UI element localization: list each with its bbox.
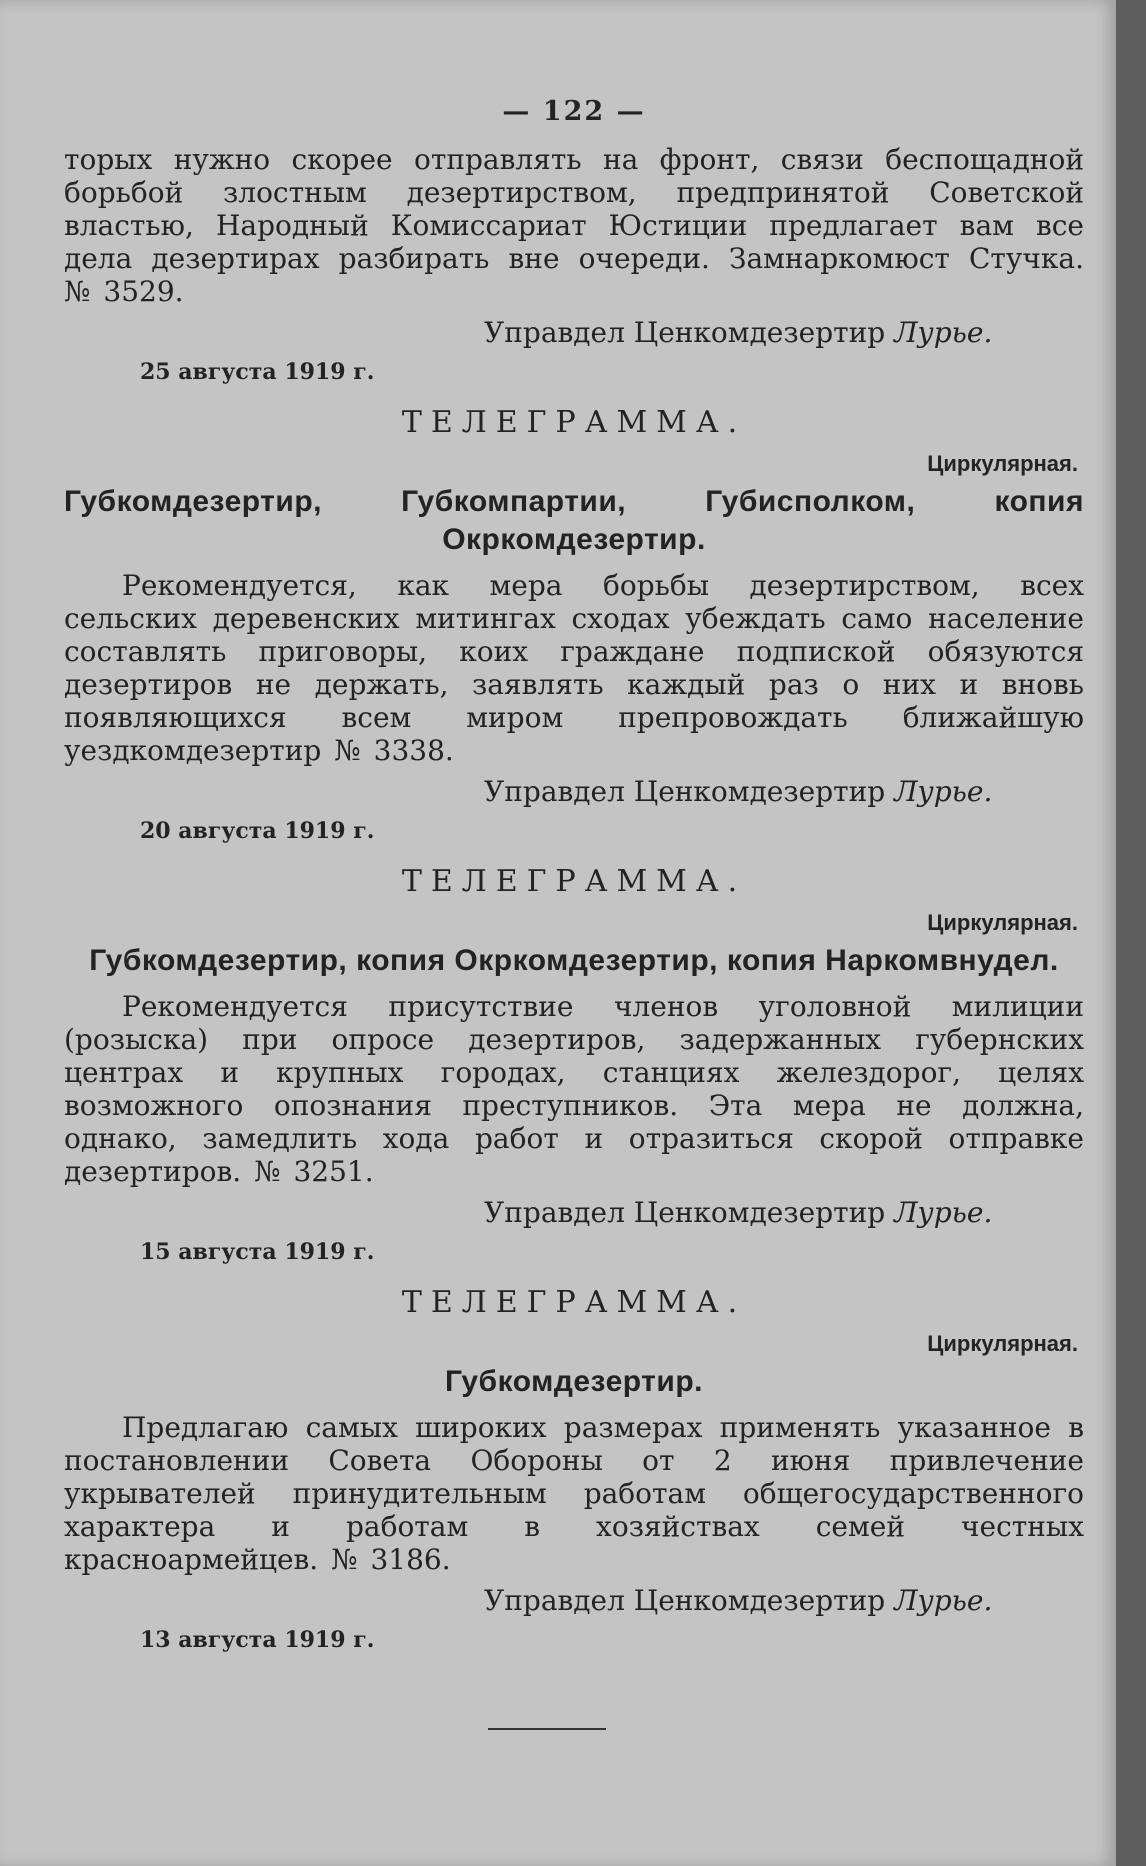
telegram-2-addressee: Губкомдезертир, копия Окркомдезертир, копия Наркомвнудел. [89,944,1059,977]
intro-paragraph: торых нужно скорее отправлять на фронт, связи беспощадной борьбой злостным дезертирством, предпринятой Советской властью, Народный Комиссариат Юстиции предлагает вам все дела дезертирах разбирать вне очереди. Замнаркомюст Стучка. № 3529. [64,143,1084,308]
intro-date: 25 августа 1919 г. [140,359,375,385]
signature-name: Лурье. [894,316,993,349]
signature-prefix: Управдел Ценкомдезертир [484,316,886,349]
telegram-1-type: Циркулярная. [927,451,1078,476]
telegram-1-title: ТЕЛЕГРАММА. [401,405,747,440]
page-edge-shadow [1116,0,1146,1866]
signature-prefix: Управдел Ценкомдезертир [484,775,886,808]
telegram-3-type: Циркулярная. [927,1331,1078,1356]
telegram-3-date: 13 августа 1919 г. [140,1627,375,1653]
signature-prefix: Управдел Ценкомдезертир [484,1196,886,1229]
telegram-2-type: Циркулярная. [927,910,1078,935]
telegram-2-date: 15 августа 1919 г. [140,1239,375,1265]
signature-prefix: Управдел Ценкомдезертир [484,1584,886,1617]
telegram-3-addressee: Губкомдезертир. [445,1365,703,1398]
page-number: — 122 — [502,96,646,127]
telegram-1-date: 20 августа 1919 г. [140,818,375,844]
telegram-1-signature [64,775,1084,808]
signature-name: Лурье. [894,775,993,808]
intro-signature [64,316,1084,349]
telegram-2-body: Рекомендуется присутствие членов уголовной милиции (розыска) при опросе дезертиров, задержанных губернских центрах и крупных городах, станциях желездорог, целях возможного опознания преступников. Эта мера не должна, однако, замедлить хода работ и отразиться скорой отправке дезертиров. № 3251. [64,990,1084,1188]
telegram-3-signature [64,1584,1084,1617]
telegram-2-signature [64,1196,1084,1229]
telegram-1-body: Рекомендуется, как мера борьбы дезертирством, всех сельских деревенских митингах сходах убеждать само население составлять приговоры, коих граждане подпиской обязуются дезертиров не держать, заявлять каждый раз о них и вновь появляющихся всем миром препровождать ближайшую уездкомдезертир № 3338. [64,569,1084,767]
signature-name: Лурье. [894,1196,993,1229]
end-rule [488,1728,606,1730]
signature-name: Лурье. [894,1584,993,1617]
telegram-3-body: Предлагаю самых широких размерах применять указанное в постановлении Совета Обороны от 2 июня привлечение укрывателей принудительным работам общегосударственного характера и работам в хозяйствах семей честных красноармейцев. № 3186. [64,1411,1084,1576]
telegram-2-title: ТЕЛЕГРАММА. [401,864,747,899]
page-content [64,96,1084,1655]
telegram-3-title: ТЕЛЕГРАММА. [401,1285,747,1320]
telegram-1-addressee: Губкомдезертир, Губкомпартии, Губисполком, копия Окркомдезертир. [64,485,1084,556]
